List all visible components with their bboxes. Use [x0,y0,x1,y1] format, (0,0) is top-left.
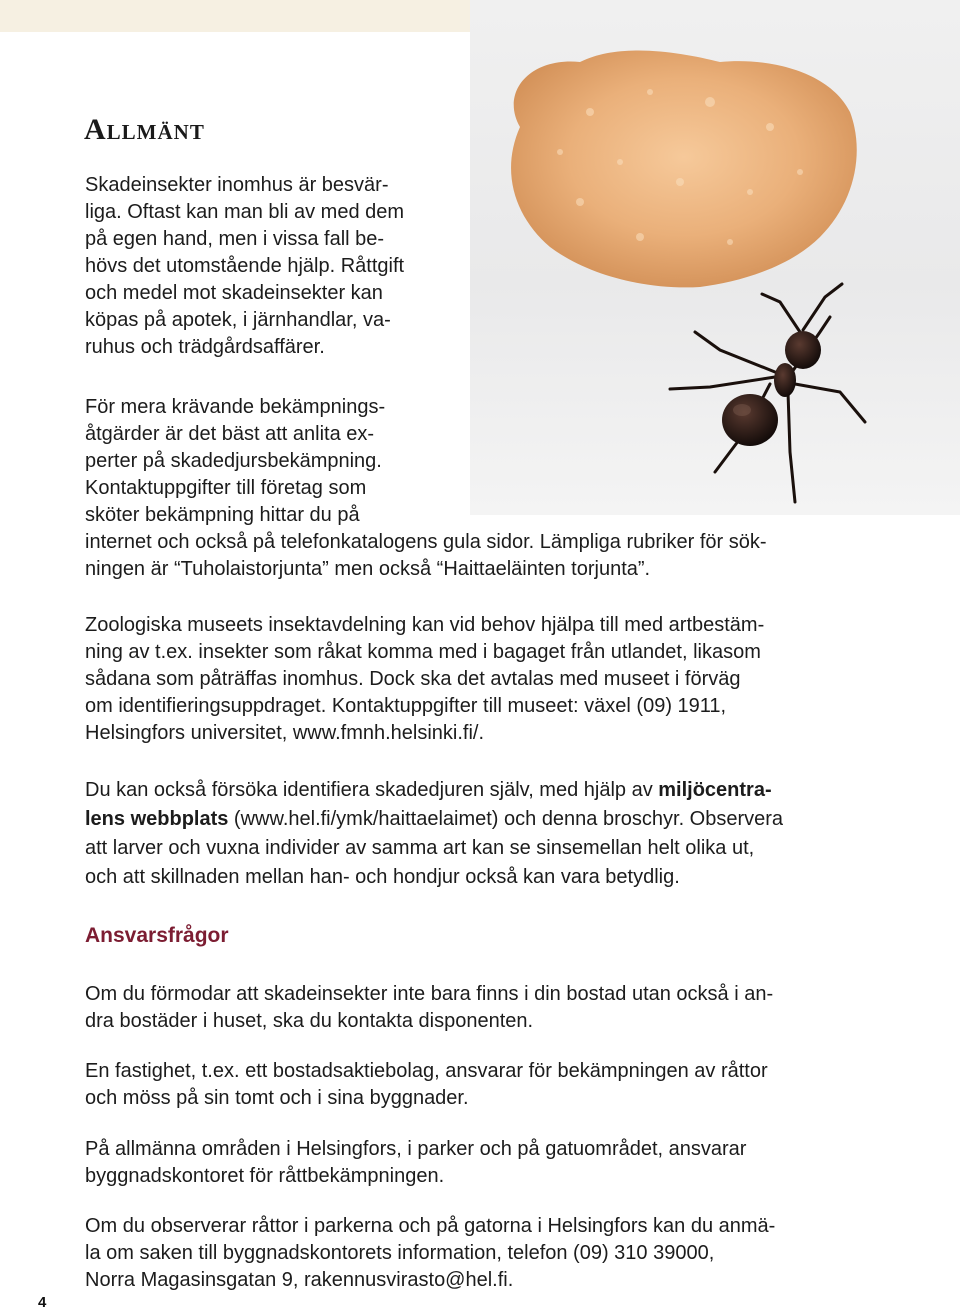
experts-paragraph [85,394,767,583]
bait-blob [511,50,857,287]
page-number: 4 [38,1294,47,1311]
text-line: hövs det utomstående hjälp. Råttgift [85,255,405,277]
text-line: perter på skadedjursbekämpning. [85,450,382,472]
text-line: byggnadskontoret för råttbekämpningen. [85,1165,445,1187]
ant-head [785,331,821,369]
property-paragraph [85,1058,768,1112]
intro-paragraph [85,172,404,361]
text-line: En fastighet, t.ex. ett bostadsaktiebolag, ansvarar för bekämpningen av råttor [85,1060,768,1082]
responsibility-paragraph [85,981,773,1035]
text-line: att larver och vuxna individer av samma art kan se sinsemellan helt olika ut, [85,837,755,859]
text-line: Skadeinsekter inomhus är besvär- [85,174,389,196]
webpage-name-bold: lens webbplats [85,808,229,830]
text-line: På allmänna områden i Helsingfors, i parker och på gatuområdet, ansvarar [85,1138,747,1160]
text-line: Helsingfors universitet, www.fmnh.helsinki.fi/. [85,722,485,744]
text-line: ning av t.ex. insekter som råkat komma med i bagaget från utlandet, likasom [85,641,761,663]
report-paragraph [85,1213,775,1294]
text-line: och möss på sin tomt och i sina byggnader. [85,1087,469,1109]
text-line: Kontaktuppgifter till företag som [85,477,367,499]
text-line: på egen hand, men i vissa fall be- [85,228,385,250]
text-line: och medel mot skadeinsekter kan [85,282,383,304]
text-line: liga. Oftast kan man bli av med dem [85,201,405,223]
text-line: dra bostäder i huset, ska du kontakta disponenten. [85,1010,534,1032]
text-line: För mera krävande bekämpnings- [85,396,386,418]
text-line: la om saken till byggnadskontorets information, telefon (09) 310 39000, [85,1242,715,1264]
text-line: internet och också på telefonkatalogens gula sidor. Lämpliga rubriker för sök- [85,531,767,553]
page-heading: Allmänt [84,113,205,146]
text-line: Norra Magasinsgatan 9, rakennusvirasto@hel.fi. [85,1269,514,1291]
text-segment: Du kan också försöka identifiera skadedjuren själv, med hjälp av [85,779,659,801]
text-line: om identifieringsuppdraget. Kontaktuppgifter till museet: växel (09) 1911, [85,695,727,717]
text-line: köpas på apotek, i järnhandlar, va- [85,309,391,331]
text-line: Zoologiska museets insektavdelning kan vid behov hjälpa till med artbestäm- [85,614,765,636]
text-line: sköter bekämpning hittar du på [85,504,360,526]
text-line: Om du observerar råttor i parkerna och på gatorna i Helsingfors kan du anmä- [85,1215,776,1237]
public-areas-paragraph [85,1136,746,1190]
text-line: Om du förmodar att skadeinsekter inte bara finns i din bostad utan också i an- [85,983,774,1005]
text-line: ruhus och trädgårdsaffärer. [85,336,325,358]
identify-paragraph [85,776,783,892]
museum-paragraph [85,612,764,747]
text-line: åtgärder är det bäst att anlita ex- [85,423,375,445]
text-line: och att skillnaden mellan han- och hondjur också kan vara betydlig. [85,866,680,888]
text-line: sådana som påträffas inomhus. Dock ska det avtalas med museet i förväg [85,668,741,690]
section-subheading: Ansvarsfrågor [85,924,229,947]
text-line: ningen är “Tuholaistorjunta” men också “Haittaeläinten torjunta”. [85,558,651,580]
text-segment: (www.hel.fi/ymk/haittaelaimet) och denna broschyr. Observera [228,808,784,830]
ant-thorax [774,363,796,397]
webpage-name-bold: miljöcentra- [658,779,772,801]
